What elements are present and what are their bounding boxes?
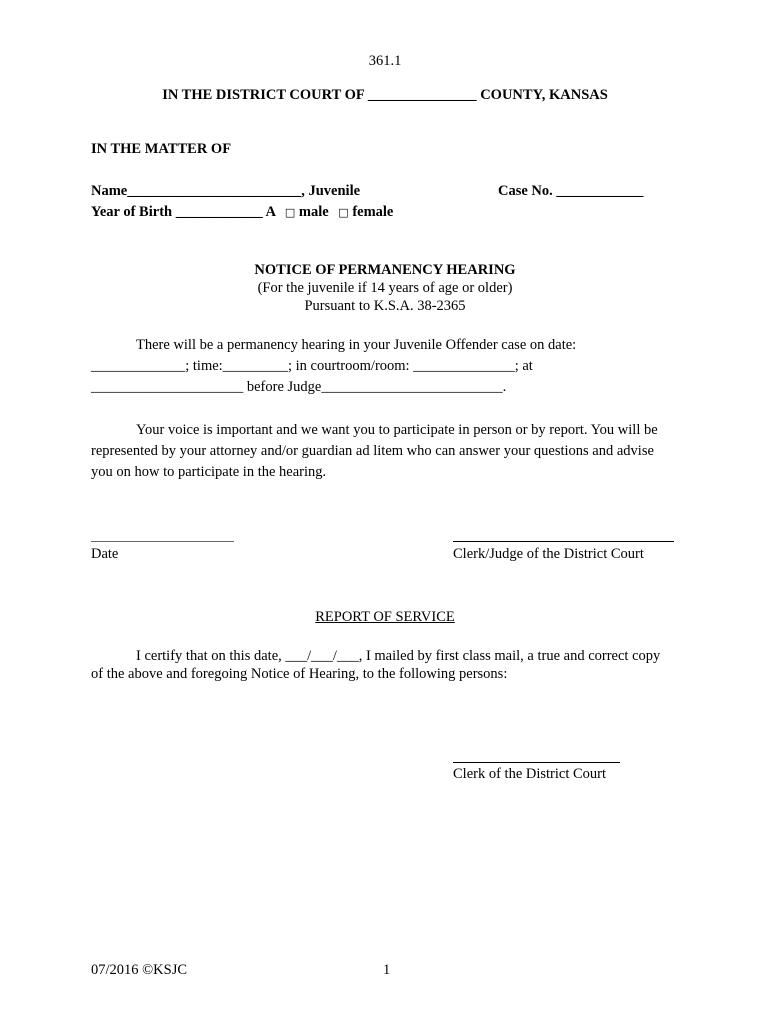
year-of-birth-label: Year of Birth ____________ A <box>91 204 276 220</box>
notice-subtitle: (For the juvenile if 14 years of age or older) <box>257 280 513 296</box>
year-of-birth-row <box>91 204 393 221</box>
page-number: 1 <box>383 962 391 978</box>
form-number: 361.1 <box>368 53 402 69</box>
report-line-2: of the above and foregoing Notice of Hearing, to the following persons: <box>91 666 508 682</box>
court-heading: IN THE DISTRICT COURT OF _______________ COUNTY, KANSAS <box>162 87 608 103</box>
clerk-signature-line[interactable] <box>453 762 620 763</box>
date-label: Date <box>91 546 119 562</box>
date-signature-line[interactable] <box>91 541 234 542</box>
notice-statute: Pursuant to K.S.A. 38-2365 <box>304 298 466 314</box>
voice-line-1: Your voice is important and we want you to participate in person or by report. You will be <box>136 422 658 438</box>
female-label: female <box>352 204 394 220</box>
notice-title: NOTICE OF PERMANENCY HEARING <box>254 262 516 278</box>
report-of-service-title: REPORT OF SERVICE <box>315 609 455 625</box>
female-checkbox[interactable]: □ <box>338 206 349 219</box>
report-line-1: I certify that on this date, ___/___/___, I mailed by first class mail, a true and correct copy <box>136 648 661 664</box>
voice-line-3: you on how to participate in the hearing. <box>91 464 327 480</box>
clerk-of-court-label: Clerk of the District Court <box>453 766 607 782</box>
hearing-line-3: _____________________ before Judge_________________________. <box>91 379 507 395</box>
male-checkbox[interactable]: □ <box>284 206 296 219</box>
clerk-judge-signature-line[interactable] <box>453 541 674 542</box>
juvenile-name-line: Name________________________, Juvenile <box>91 183 361 199</box>
hearing-line-1: There will be a permanency hearing in your Juvenile Offender case on date: <box>136 337 577 353</box>
voice-line-2: represented by your attorney and/or guardian ad litem who can answer your questions and advise <box>91 443 654 459</box>
case-number-line: Case No. ____________ <box>498 183 644 199</box>
clerk-judge-label: Clerk/Judge of the District Court <box>453 546 644 562</box>
hearing-line-2: _____________; time:_________; in courtroom/room: ______________; at <box>91 358 533 374</box>
male-label: male <box>298 204 329 220</box>
matter-heading: IN THE MATTER OF <box>91 141 232 157</box>
footer-revision: 07/2016 ©KSJC <box>91 962 188 978</box>
